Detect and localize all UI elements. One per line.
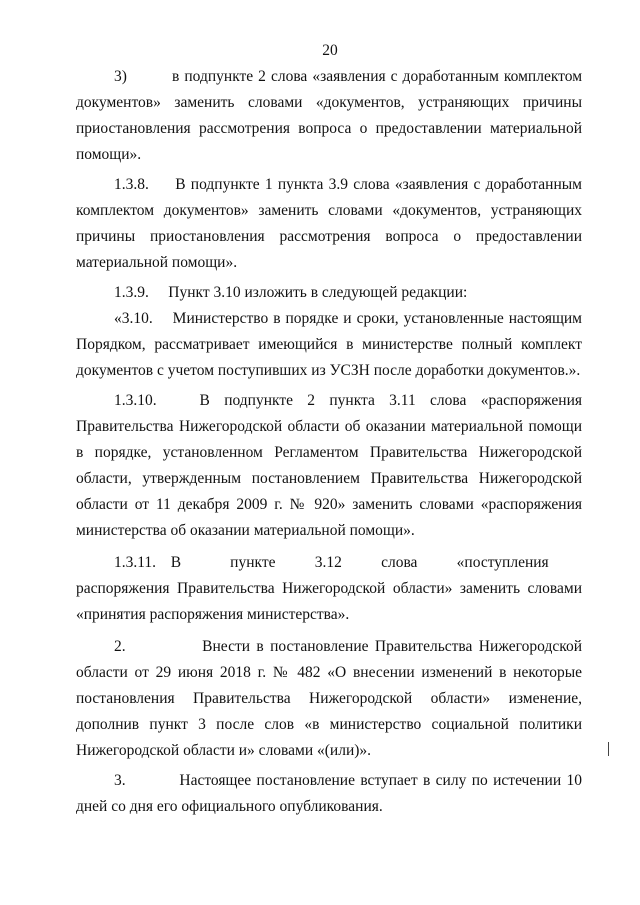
paragraph-2: 2. Внести в постановление Правительства Нижегородской области от 29 июня 2018 г. № 482 «О внесении изменений в некоторые постановления Правительства Нижегородской области» изменение, дополнив пункт 3 после слов «в министерство социальной политики Нижегородской области и» словами «(или)». bbox=[76, 638, 582, 759]
scan-mark bbox=[608, 742, 609, 756]
paragraph-1-3-8: 1.3.8. В подпункте 1 пункта 3.9 слова «заявления с доработанным комплектом документов» заменить словами «документов, устраняющих причины приостановления рассмотрения вопроса о предоставлении материальной помощи». bbox=[76, 176, 582, 271]
paragraph-1-3-11: 1.3.11. В пункте 3.12 слова «поступления распоряжения Правительства Нижегородской области» заменить словами «принятия распоряжения министерства». bbox=[76, 554, 582, 623]
paragraph-3: 3. Настоящее постановление вступает в силу по истечении 10 дней со дня его официального опубликования. bbox=[76, 772, 582, 815]
document-body bbox=[76, 64, 582, 820]
paragraph-1-3-9: 1.3.9. Пункт 3.10 изложить в следующей редакции: bbox=[114, 284, 468, 301]
page-number: 20 bbox=[322, 42, 338, 59]
paragraph-1-3-10: 1.3.10. В подпункте 2 пункта 3.11 слова «распоряжения Правительства Нижегородской области об оказании материальной помощи в порядке, установленном Регламентом Правительства Нижегородской области, утвержденным постановлением Правительства Нижегородской области от 11 декабря 2009 г. № 920» заменить словами «распоряжения министерства об оказании материальной помощи». bbox=[76, 392, 582, 539]
paragraph-3-subpoint: 3) в подпункте 2 слова «заявления с доработанным комплектом документов» заменить словами «документов, устраняющих причины приостановления рассмотрения вопроса о предоставлении материальной помощи». bbox=[76, 68, 582, 163]
paragraph-3-10-quote: «3.10. Министерство в порядке и сроки, установленные настоящим Порядком, рассматривает имеющийся в министерстве полный комплект документов с учетом поступивших из УСЗН после доработки документов.». bbox=[76, 310, 582, 379]
